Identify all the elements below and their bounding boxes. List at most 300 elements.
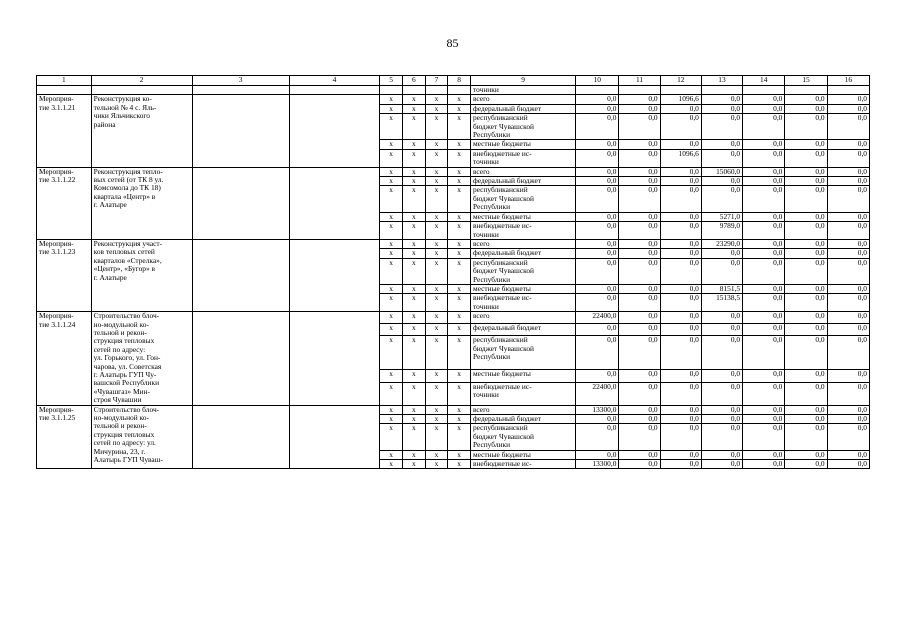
value-cell: 0,0 (576, 415, 619, 424)
value-cell: 0,0 (619, 222, 660, 240)
marker-cell: x (402, 294, 425, 312)
value-cell: 0,0 (701, 370, 742, 382)
text-line: но-модульной ко- (93, 319, 149, 329)
budget-table (36, 75, 870, 469)
empty-cell (192, 95, 289, 167)
text-line: федеральный бюджет (472, 323, 541, 333)
value-cell: 0,0 (785, 382, 827, 405)
empty-cell (192, 167, 289, 239)
value-cell: 0,0 (619, 249, 660, 258)
text-line: внебюджетные ис- (472, 459, 532, 469)
text-line: тие 3.1.1.25 (39, 413, 76, 423)
marker-cell: x (380, 104, 403, 113)
text-line: Мероприя- (39, 405, 74, 414)
event-code-cell (37, 312, 92, 405)
column-header: 5 (380, 76, 403, 86)
text-line: Мероприя- (39, 94, 74, 104)
marker-cell: x (425, 450, 448, 459)
empty-cell (289, 405, 380, 469)
marker-cell: x (380, 177, 403, 186)
column-header: 7 (425, 76, 448, 86)
column-header: 14 (743, 76, 785, 86)
column-header: 11 (619, 76, 660, 86)
value-cell: 0,0 (785, 312, 827, 324)
marker-cell: x (380, 95, 403, 104)
text-line: г. Алатыре (93, 272, 127, 282)
value-cell: 0,0 (701, 336, 742, 370)
funding-source-cell (470, 370, 575, 382)
text-line: кварталов «Стрелка», (93, 255, 162, 265)
marker-cell: x (448, 294, 471, 312)
text-line: тельной и рекон- (93, 421, 147, 431)
marker-cell: x (448, 212, 471, 221)
value-cell: 0,0 (619, 336, 660, 370)
marker-cell: x (402, 405, 425, 414)
value-cell: 0,0 (827, 167, 869, 176)
marker-cell: x (380, 258, 403, 284)
funding-source-cell (470, 450, 575, 459)
text-line: Республики (472, 440, 511, 450)
value-cell: 0,0 (827, 450, 869, 459)
value-cell: 0,0 (660, 186, 701, 212)
value-cell: 0,0 (785, 212, 827, 221)
funding-source-cell (470, 114, 575, 140)
empty-cell (660, 86, 701, 95)
value-cell: 0,0 (785, 450, 827, 459)
marker-cell: x (425, 95, 448, 104)
value-cell: 23290,0 (701, 239, 742, 248)
text-line: всего (472, 311, 490, 321)
text-line: чики Яльчикского (93, 111, 150, 121)
value-cell: 0,0 (576, 284, 619, 293)
event-description-cell (91, 405, 192, 469)
value-cell: 0,0 (785, 140, 827, 149)
value-cell: 13300,0 (576, 405, 619, 414)
funding-source-cell (470, 424, 575, 450)
marker-cell: x (402, 382, 425, 405)
value-cell: 0,0 (785, 186, 827, 212)
marker-cell: x (425, 405, 448, 414)
text-line: «Чувашгаз» Мин- (93, 386, 150, 396)
value-cell: 0,0 (785, 177, 827, 186)
value-cell: 0,0 (743, 382, 785, 405)
value-cell: 0,0 (619, 114, 660, 140)
value-cell: 0,0 (743, 405, 785, 414)
column-header: 8 (448, 76, 471, 86)
marker-cell: x (425, 186, 448, 212)
value-cell: 0,0 (743, 258, 785, 284)
text-line: бюджет Чувашской (472, 343, 535, 353)
page-number: 85 (446, 36, 459, 50)
value-cell: 0,0 (827, 258, 869, 284)
value-cell: 1096,6 (660, 149, 701, 167)
marker-cell: x (448, 424, 471, 450)
marker-cell: x (425, 424, 448, 450)
value-cell: 0,0 (576, 177, 619, 186)
value-cell: 0,0 (576, 186, 619, 212)
text-line: струкция тепловых (93, 336, 155, 346)
marker-cell: x (425, 258, 448, 284)
value-cell: 5271,0 (701, 212, 742, 221)
value-cell: 0,0 (660, 239, 701, 248)
marker-cell: x (380, 460, 403, 469)
text-line: федеральный бюджет (472, 248, 541, 258)
event-code-cell (37, 239, 92, 311)
value-cell: 0,0 (827, 149, 869, 167)
table-row (37, 405, 870, 414)
empty-cell (785, 86, 827, 95)
text-line: района (93, 119, 116, 129)
funding-source-cell (470, 336, 575, 370)
value-cell: 0,0 (785, 336, 827, 370)
value-cell: 0,0 (827, 177, 869, 186)
value-cell: 9789,0 (701, 222, 742, 240)
value-cell: 0,0 (827, 186, 869, 212)
value-cell: 0,0 (619, 324, 660, 336)
text-line: республиканский (472, 258, 528, 267)
empty-cell (192, 86, 289, 95)
text-line: Реконструкция ко- (93, 94, 152, 104)
value-cell: 0,0 (701, 382, 742, 405)
funding-source-cell (470, 284, 575, 293)
value-cell: 0,0 (619, 450, 660, 459)
text-line: Республики (472, 130, 511, 140)
funding-source-cell (470, 312, 575, 324)
marker-cell: x (448, 370, 471, 382)
marker-cell: x (448, 186, 471, 212)
column-header: 10 (576, 76, 619, 86)
value-cell: 0,0 (660, 324, 701, 336)
value-cell: 0,0 (576, 167, 619, 176)
table-row (37, 312, 870, 324)
value-cell: 22400,0 (576, 312, 619, 324)
empty-cell (37, 86, 92, 95)
value-cell: 0,0 (743, 140, 785, 149)
text-line: бюджет Чувашской (472, 193, 535, 203)
text-line: Комсомола до ТК 18) (93, 183, 161, 193)
marker-cell: x (402, 212, 425, 221)
text-line: федеральный бюджет (472, 104, 541, 113)
text-line: чарова, ул. Советская (93, 361, 162, 371)
marker-cell: x (425, 324, 448, 336)
value-cell: 0,0 (701, 140, 742, 149)
text-line: Республики (472, 352, 511, 362)
marker-cell: x (425, 149, 448, 167)
empty-cell (425, 86, 448, 95)
text-line: точники (472, 301, 499, 311)
marker-cell: x (380, 324, 403, 336)
marker-cell: x (402, 140, 425, 149)
value-cell: 0,0 (619, 405, 660, 414)
marker-cell: x (402, 95, 425, 104)
funding-source-cell (470, 460, 575, 469)
value-cell: 0,0 (619, 95, 660, 104)
value-cell: 0,0 (743, 324, 785, 336)
marker-cell: x (402, 415, 425, 424)
value-cell: 0,0 (660, 424, 701, 450)
marker-cell: x (402, 104, 425, 113)
empty-cell (576, 86, 619, 95)
text-line: всего (472, 167, 490, 176)
marker-cell: x (380, 336, 403, 370)
marker-cell: x (448, 140, 471, 149)
column-header: 4 (289, 76, 380, 86)
text-line: тие 3.1.1.24 (39, 319, 76, 329)
empty-cell (289, 86, 380, 95)
text-line: всего (472, 405, 490, 414)
value-cell: 0,0 (743, 212, 785, 221)
column-header-row (37, 76, 870, 86)
marker-cell: x (425, 212, 448, 221)
value-cell: 0,0 (576, 222, 619, 240)
empty-cell (448, 86, 471, 95)
marker-cell: x (448, 405, 471, 414)
funding-source-cell (470, 239, 575, 248)
empty-cell (289, 312, 380, 405)
marker-cell: x (425, 460, 448, 469)
value-cell: 0,0 (619, 167, 660, 176)
text-line: тие 3.1.1.23 (39, 247, 76, 257)
funding-source-cell (470, 258, 575, 284)
marker-cell: x (425, 370, 448, 382)
marker-cell: x (402, 167, 425, 176)
text-line: г. Алатыре (93, 200, 127, 210)
text-line: федеральный бюджет (472, 414, 541, 424)
value-cell: 0,0 (660, 450, 701, 459)
marker-cell: x (425, 140, 448, 149)
text-line: внебюджетные ис- (472, 293, 532, 303)
empty-cell (701, 86, 742, 95)
value-cell: 0,0 (660, 114, 701, 140)
marker-cell: x (425, 249, 448, 258)
value-cell: 0,0 (743, 415, 785, 424)
value-cell: 0,0 (619, 258, 660, 284)
text-line: ул. Горького, ул. Гон- (93, 353, 161, 363)
value-cell: 0,0 (660, 140, 701, 149)
event-description-cell (91, 95, 192, 167)
value-cell: 0,0 (827, 415, 869, 424)
value-cell: 0,0 (701, 450, 742, 459)
value-cell: 0,0 (785, 405, 827, 414)
column-header: 16 (827, 76, 869, 86)
empty-cell (380, 86, 403, 95)
value-cell: 0,0 (660, 382, 701, 405)
marker-cell: x (448, 177, 471, 186)
continuation-row (37, 86, 870, 95)
value-cell: 0,0 (827, 114, 869, 140)
text-line: внебюджетные ис- (472, 221, 532, 231)
column-header: 13 (701, 76, 742, 86)
value-cell: 0,0 (619, 186, 660, 212)
value-cell: 0,0 (660, 249, 701, 258)
value-cell: 0,0 (785, 114, 827, 140)
value-cell: 0,0 (576, 114, 619, 140)
marker-cell: x (380, 424, 403, 450)
marker-cell: x (448, 249, 471, 258)
marker-cell: x (448, 239, 471, 248)
value-cell: 22400,0 (576, 382, 619, 405)
value-cell: 0,0 (660, 312, 701, 324)
marker-cell: x (448, 222, 471, 240)
text-line: республиканский (472, 113, 528, 123)
value-cell: 0,0 (785, 167, 827, 176)
value-cell: 0,0 (619, 382, 660, 405)
text-line: бюджет Чувашской (472, 431, 535, 441)
value-cell: 0,0 (619, 104, 660, 113)
text-line: местные бюджеты (472, 369, 531, 379)
column-header: 9 (470, 76, 575, 86)
value-cell: 0,0 (785, 324, 827, 336)
value-cell: 0,0 (619, 294, 660, 312)
empty-cell (192, 239, 289, 311)
continuation-text: точники (470, 86, 575, 95)
value-cell: 0,0 (701, 424, 742, 450)
empty-cell (619, 86, 660, 95)
value-cell: 0,0 (785, 95, 827, 104)
text-line: вашской Республики (93, 378, 160, 388)
text-line: тие 3.1.1.22 (39, 175, 76, 185)
marker-cell: x (380, 186, 403, 212)
empty-cell (402, 86, 425, 95)
text-line: точники (472, 157, 499, 167)
value-cell: 0,0 (660, 258, 701, 284)
text-line: точники (472, 389, 499, 399)
funding-source-cell (470, 212, 575, 221)
value-cell: 0,0 (660, 284, 701, 293)
text-line: внебюджетные ис- (472, 149, 532, 158)
marker-cell: x (425, 114, 448, 140)
text-line: республиканский (472, 423, 528, 433)
marker-cell: x (402, 114, 425, 140)
event-description-cell (91, 239, 192, 311)
empty-cell (827, 86, 869, 95)
value-cell: 0,0 (827, 336, 869, 370)
text-line: г. Алатырь ГУП Чу- (93, 370, 157, 379)
marker-cell: x (425, 382, 448, 405)
marker-cell: x (425, 312, 448, 324)
marker-cell: x (402, 370, 425, 382)
value-cell: 0,0 (660, 415, 701, 424)
value-cell: 0,0 (743, 114, 785, 140)
marker-cell: x (380, 284, 403, 293)
empty-cell (289, 167, 380, 239)
value-cell: 0,0 (701, 415, 742, 424)
marker-cell: x (448, 450, 471, 459)
value-cell: 13300,0 (576, 460, 619, 469)
value-cell: 0,0 (785, 294, 827, 312)
value-cell: 0,0 (660, 294, 701, 312)
value-cell: 0,0 (785, 149, 827, 167)
marker-cell: x (380, 370, 403, 382)
event-description-cell (91, 312, 192, 405)
value-cell: 0,0 (660, 460, 701, 469)
text-line: Мичурина, 23, г. (93, 446, 146, 456)
text-line: тельной и рекон- (93, 327, 147, 337)
text-line: Реконструкция тепло- (93, 167, 163, 176)
value-cell: 0,0 (576, 324, 619, 336)
marker-cell: x (380, 167, 403, 176)
marker-cell: x (402, 336, 425, 370)
funding-source-cell (470, 149, 575, 167)
marker-cell: x (380, 415, 403, 424)
marker-cell: x (448, 95, 471, 104)
value-cell: 0,0 (576, 370, 619, 382)
marker-cell: x (380, 312, 403, 324)
marker-cell: x (380, 212, 403, 221)
text-line: тельной № 4 с. Яль- (93, 102, 157, 112)
text-line: Алатырь ГУП Чуваш- (93, 455, 163, 465)
value-cell: 0,0 (827, 239, 869, 248)
marker-cell: x (380, 140, 403, 149)
value-cell: 0,0 (660, 336, 701, 370)
text-line: Строительство блоч- (93, 311, 160, 321)
marker-cell: x (425, 222, 448, 240)
value-cell: 0,0 (827, 249, 869, 258)
funding-source-cell (470, 415, 575, 424)
text-line: всего (472, 239, 490, 248)
table-row (37, 239, 870, 248)
text-line: местные бюджеты (472, 139, 531, 149)
text-line: квартала «Центр» в (93, 191, 156, 201)
marker-cell: x (448, 415, 471, 424)
text-line: федеральный бюджет (472, 176, 541, 186)
value-cell: 0,0 (827, 222, 869, 240)
value-cell: 0,0 (785, 415, 827, 424)
marker-cell: x (380, 239, 403, 248)
value-cell: 0,0 (660, 167, 701, 176)
value-cell: 15138,5 (701, 294, 742, 312)
marker-cell: x (402, 324, 425, 336)
value-cell: 0,0 (827, 370, 869, 382)
text-line: Республики (472, 202, 511, 212)
column-header: 15 (785, 76, 827, 86)
text-line: точники (472, 229, 499, 239)
marker-cell: x (425, 104, 448, 113)
text-line: строя Чувашии (93, 395, 142, 405)
value-cell: 0,0 (743, 149, 785, 167)
marker-cell: x (448, 167, 471, 176)
value-cell: 0,0 (619, 424, 660, 450)
marker-cell: x (402, 258, 425, 284)
text-line: сетей по адресу: (93, 344, 146, 354)
value-cell: 0,0 (701, 324, 742, 336)
marker-cell: x (402, 450, 425, 459)
value-cell: 0,0 (743, 312, 785, 324)
text-line: Республики (472, 274, 511, 284)
column-header: 2 (91, 76, 192, 86)
text-line: тие 3.1.1.21 (39, 102, 76, 112)
value-cell: 0,0 (619, 140, 660, 149)
marker-cell: x (425, 284, 448, 293)
text-line: бюджет Чувашской (472, 121, 535, 131)
funding-source-cell (470, 324, 575, 336)
text-line: местные бюджеты (472, 212, 531, 221)
marker-cell: x (448, 258, 471, 284)
value-cell: 0,0 (660, 370, 701, 382)
marker-cell: x (402, 284, 425, 293)
marker-cell: x (380, 450, 403, 459)
value-cell: 0,0 (576, 258, 619, 284)
value-cell: 1096,6 (660, 95, 701, 104)
marker-cell: x (448, 460, 471, 469)
value-cell: 0,0 (827, 460, 869, 469)
marker-cell: x (380, 149, 403, 167)
text-line: республиканский (472, 335, 528, 345)
text-line: бюджет Чувашской (472, 266, 535, 276)
marker-cell: x (402, 249, 425, 258)
value-cell: 0,0 (576, 249, 619, 258)
value-cell: 0,0 (743, 450, 785, 459)
